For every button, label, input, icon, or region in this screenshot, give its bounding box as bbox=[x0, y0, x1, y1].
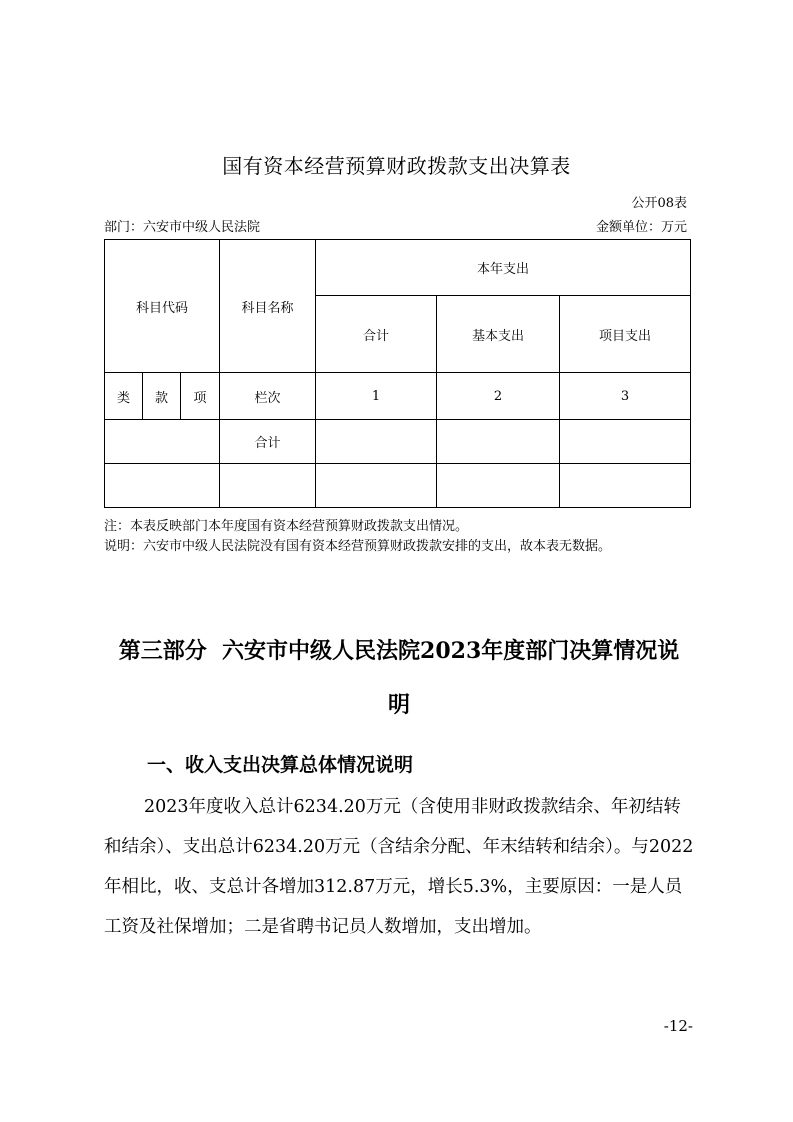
header-class: 类 bbox=[105, 373, 143, 420]
page-number: -12- bbox=[663, 1017, 693, 1035]
column-index-3: 3 bbox=[560, 373, 691, 420]
table-note: 注：本表反映部门本年度国有资本经营预算财政拨款支出情况。 bbox=[104, 519, 469, 534]
department-label: 部门：六安市中级人民法院 bbox=[104, 220, 261, 235]
header-section: 款 bbox=[143, 373, 181, 420]
part3-heading bbox=[104, 624, 694, 732]
table-explanation: 说明：六安市中级人民法院没有国有资本经营预算财政拨款安排的支出，故本表无数据。 bbox=[104, 539, 612, 554]
part3-heading-line1: 第三部分 六安市中级人民法院2023年度部门决算情况说 bbox=[118, 638, 680, 664]
row-basic-cell bbox=[437, 420, 560, 464]
expenditure-table bbox=[104, 239, 691, 508]
table-row bbox=[105, 464, 691, 508]
section1-paragraph: 2023年度收入总计6234.20万元（含使用非财政拨款结余、年初结转和结余）、支出总计6234.20万元（含结余分配、年末结转和结余）。与2022年相比，收、支总计各增加312.87万元，增长5.3%，主要原因：一是人员工资及社保增加；二是省聘书记员人数增加，支出增加。 bbox=[104, 797, 694, 937]
table-title: 国有资本经营预算财政拨款支出决算表 bbox=[222, 154, 571, 178]
row-basic-cell bbox=[437, 464, 560, 508]
column-index-2: 2 bbox=[437, 373, 560, 420]
header-project: 项目支出 bbox=[560, 296, 691, 373]
form-number: 公开08表 bbox=[631, 196, 687, 211]
part3-heading-line2: 明 bbox=[387, 692, 410, 718]
header-subject-code: 科目代码 bbox=[105, 240, 220, 373]
header-basic: 基本支出 bbox=[437, 296, 560, 373]
header-column-no: 栏次 bbox=[220, 373, 316, 420]
table-row bbox=[105, 420, 691, 464]
row-total-cell bbox=[316, 464, 437, 508]
row-name-cell bbox=[220, 464, 316, 508]
amount-unit-label: 金额单位：万元 bbox=[595, 220, 687, 235]
header-total: 合计 bbox=[316, 296, 437, 373]
row-project-cell bbox=[560, 464, 691, 508]
header-item: 项 bbox=[181, 373, 220, 420]
row-name-cell: 合计 bbox=[220, 420, 316, 464]
header-current-year: 本年支出 bbox=[316, 240, 691, 296]
section1-title: 一、收入支出决算总体情况说明 bbox=[147, 754, 414, 776]
row-code-cell bbox=[105, 420, 220, 464]
column-index-1: 1 bbox=[316, 373, 437, 420]
row-code-cell bbox=[105, 464, 220, 508]
row-total-cell bbox=[316, 420, 437, 464]
row-project-cell bbox=[560, 420, 691, 464]
header-subject-name: 科目名称 bbox=[220, 240, 316, 373]
